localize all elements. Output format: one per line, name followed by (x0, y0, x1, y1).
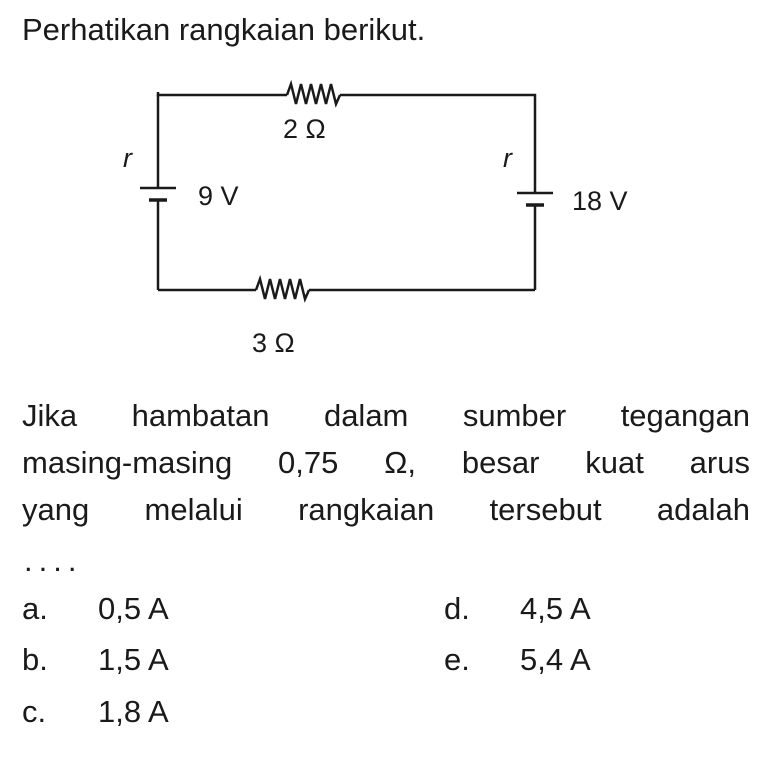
option-b-letter: b. (22, 642, 48, 677)
bottom-resistor-label: 3 Ω (252, 328, 295, 358)
option-b-value: 1,5 A (98, 642, 169, 677)
option-a[interactable] (22, 589, 169, 629)
option-e-letter: e. (444, 642, 470, 677)
option-e-value: 5,4 A (520, 642, 591, 677)
right-internal-resistance-label: r (503, 143, 512, 173)
option-b[interactable] (22, 640, 169, 680)
option-a-letter: a. (22, 591, 48, 626)
bottom-resistor-zigzag (256, 279, 309, 299)
right-battery-label: 18 V (572, 186, 628, 216)
top-wire (158, 92, 287, 95)
option-c[interactable] (22, 692, 169, 732)
option-c-letter: c. (22, 694, 47, 729)
left-battery-label: 9 V (198, 181, 239, 211)
option-d-value: 4,5 A (520, 591, 591, 626)
option-c-value: 1,8 A (98, 694, 169, 729)
option-d-letter: d. (444, 591, 470, 626)
option-e[interactable] (444, 640, 591, 680)
question-line-1: Jika hambatan dalam sumber tegangan (22, 398, 750, 433)
option-d[interactable] (444, 589, 591, 629)
question-text (22, 392, 750, 533)
question-line-3: yang melalui rangkaian tersebut adalah (22, 492, 750, 527)
left-internal-resistance-label: r (123, 143, 132, 173)
question-ellipsis: .... (24, 543, 83, 578)
top-resistor-zigzag (287, 84, 340, 104)
intro-text: Perhatikan rangkaian berikut. (22, 12, 426, 47)
top-resistor-label: 2 Ω (283, 114, 326, 144)
question-line-2: masing-masing 0,75 Ω, besar kuat arus (22, 445, 750, 480)
option-a-value: 0,5 A (98, 591, 169, 626)
